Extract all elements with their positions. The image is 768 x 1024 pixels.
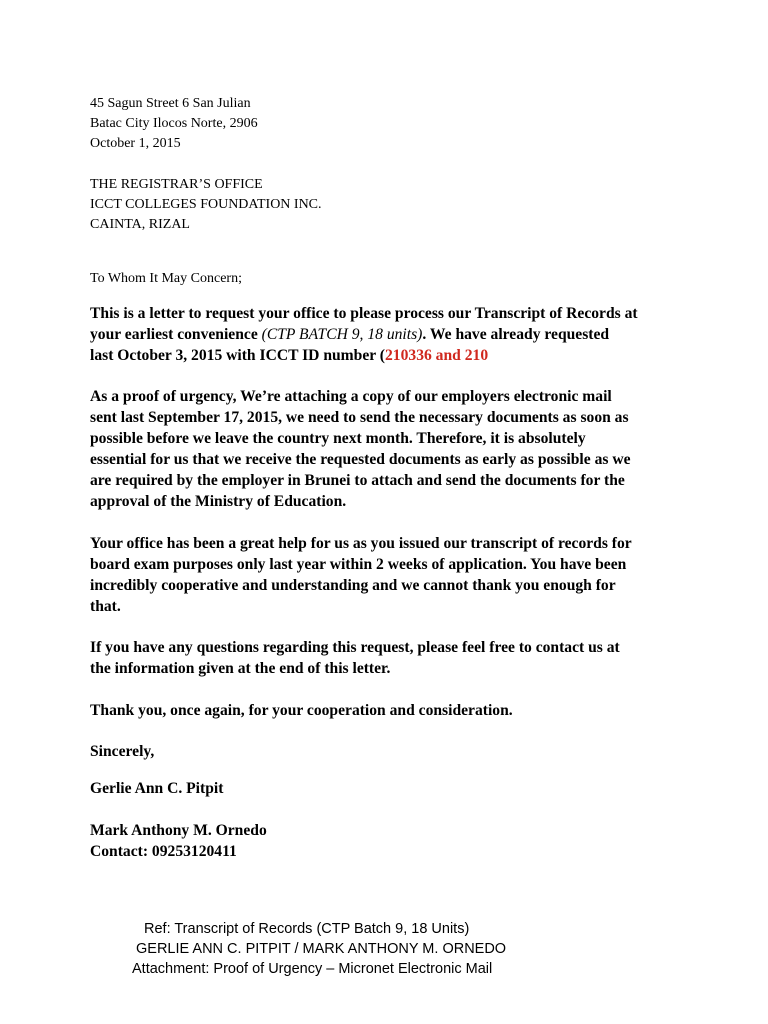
signatory-1 xyxy=(90,778,690,799)
paragraph-line: essential for us that we receive the requested documents as early as possible as we xyxy=(90,451,631,468)
letter-date: October 1, 2015 xyxy=(90,136,181,151)
paragraph-line: approval of the Ministry of Education. xyxy=(90,493,347,510)
paragraph-request-line2 xyxy=(90,324,690,345)
text-segment: . We have already requested xyxy=(422,326,610,343)
paragraph-line: the information given at the end of this letter. xyxy=(90,660,391,677)
paragraph-line: incredibly cooperative and understanding and we cannot thank you enough for xyxy=(90,577,616,594)
paragraph-line: possible before we leave the country next month. Therefore, it is absolutely xyxy=(90,430,586,447)
paragraph-line: If you have any questions regarding this request, please feel free to contact us at xyxy=(90,639,620,656)
closing-text: Sincerely, xyxy=(90,743,155,760)
paragraph-line: are required by the employer in Brunei to attach and send the documents for the xyxy=(90,472,625,489)
recipient-line3: CAINTA, RIZAL xyxy=(90,217,190,232)
text-segment: last October 3, 2015 with ICCT ID number ( xyxy=(90,347,385,364)
paragraph-request-line1: This is a letter to request your office to please process our Transcript of Records at xyxy=(90,305,638,322)
paragraph-closing-thanks xyxy=(90,700,690,721)
closing xyxy=(90,741,690,762)
paragraph-request xyxy=(90,303,690,366)
paragraph-line: that. xyxy=(90,598,121,615)
text-segment: your earliest convenience xyxy=(90,326,262,343)
paragraph-line: As a proof of urgency, We’re attaching a copy of our employers electronic mail xyxy=(90,388,612,405)
signatory-2-name: Mark Anthony M. Ornedo xyxy=(90,822,267,839)
footer-names: GERLIE ANN C. PITPIT / MARK ANTHONY M. ORNEDO xyxy=(136,941,507,957)
paragraph-questions xyxy=(90,637,690,679)
recipient-line2: ICCT COLLEGES FOUNDATION INC. xyxy=(90,197,322,212)
paragraph-thanks-office xyxy=(90,533,690,617)
batch-note: (CTP BATCH 9, 18 units) xyxy=(261,326,423,343)
paragraph-line: sent last September 17, 2015, we need to send the necessary documents as soon as xyxy=(90,409,629,426)
id-numbers: 210336 and 210 xyxy=(385,347,489,364)
paragraph-request-line3 xyxy=(90,345,690,366)
sender-address-line1: 45 Sagun Street 6 San Julian xyxy=(90,96,251,111)
recipient-block xyxy=(90,175,690,235)
contact-number: Contact: 09253120411 xyxy=(90,843,237,860)
salutation-text: To Whom It May Concern; xyxy=(90,271,242,286)
paragraph-line: board exam purposes only last year within 2 weeks of application. You have been xyxy=(90,556,627,573)
signatory-1-name: Gerlie Ann C. Pitpit xyxy=(90,780,224,797)
recipient-line1: THE REGISTRAR’S OFFICE xyxy=(90,177,263,192)
footer-ref: Ref: Transcript of Records (CTP Batch 9, 18 Units) xyxy=(144,921,470,937)
sender-address-line2: Batac City Ilocos Norte, 2906 xyxy=(90,116,258,131)
paragraph-line: Thank you, once again, for your cooperation and consideration. xyxy=(90,702,513,719)
paragraph-urgency xyxy=(90,386,690,512)
sender-address-block xyxy=(90,94,690,154)
signatory-2-block xyxy=(90,820,690,862)
salutation xyxy=(90,269,690,289)
paragraph-line: Your office has been a great help for us as you issued our transcript of records for xyxy=(90,535,632,552)
footer-attachment: Attachment: Proof of Urgency – Micronet Electronic Mail xyxy=(132,961,493,977)
